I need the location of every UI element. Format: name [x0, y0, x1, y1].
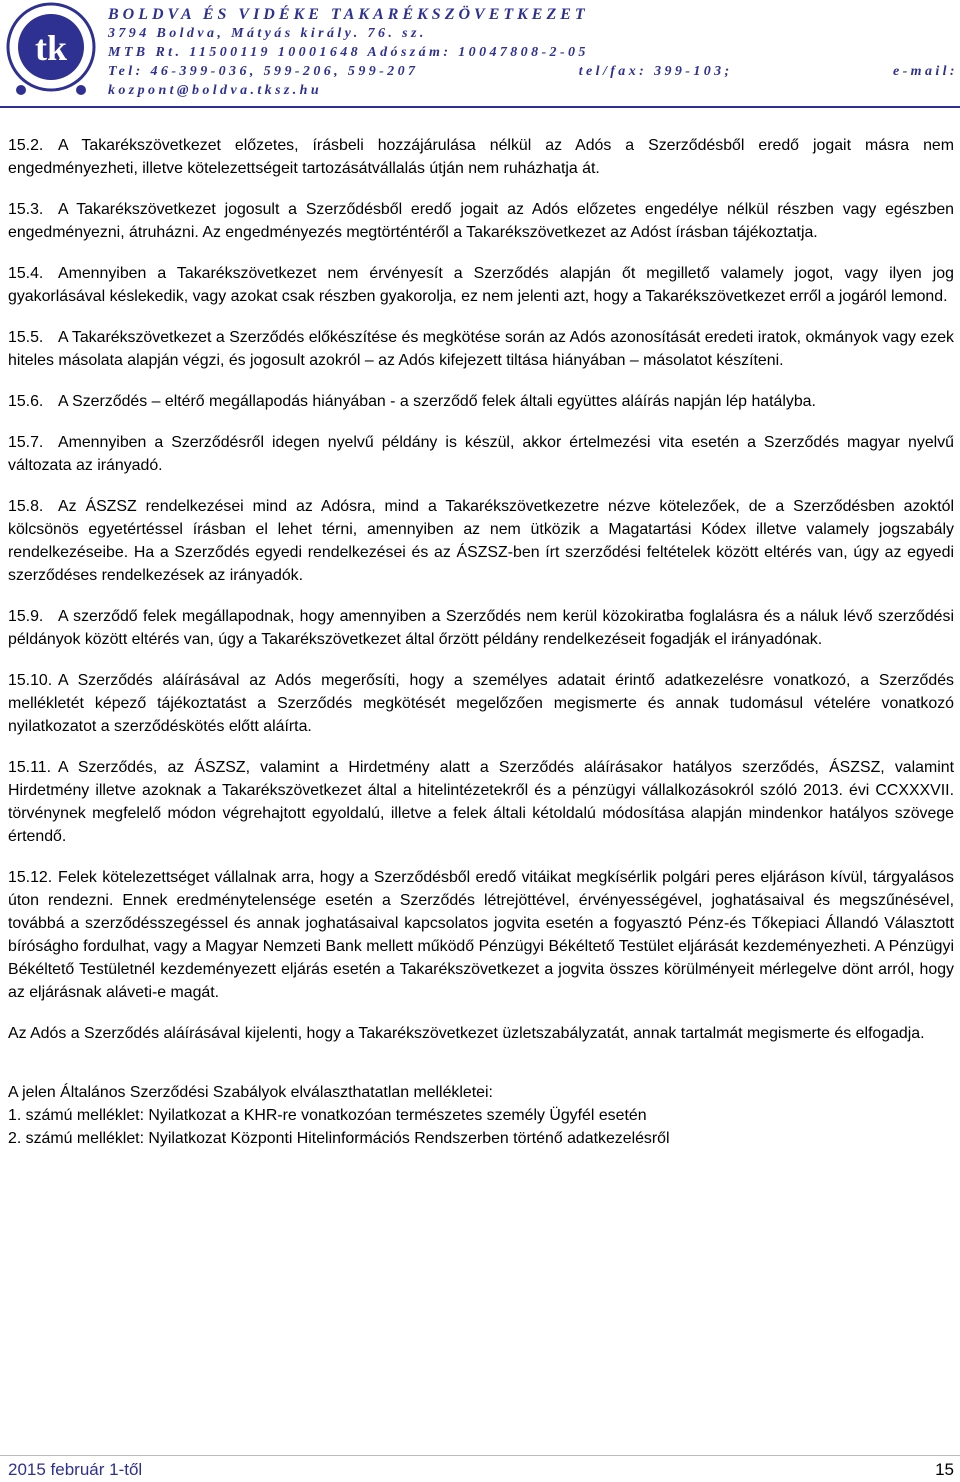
- section-text: Felek kötelezettséget vállalnak arra, hogy a Szerződésből eredő vitáikat megkísérlik polgári peres eljáráson kívül, tárgyalásos úton rendezni. Ennek eredménytelensége esetén a Szerződés létrejöttével, érvényességével, joghatásaival és megszűnésével, továbbá a szerződésszegéssel és annak joghatásaival kapcsolatos jogvita esetén a fogyasztó Pénz-és Tőkepiaci Állandó Választott bíróságho fordulhat, vagy a Magyar Nemzeti Bank mellett működő Pénzügyi Békéltető Testület eljárását kezdeményezheti. A Pénzügyi Békéltető Testületnél kezdeményezett eljárás esetén a Takarékszövetkezet a jogvita összes körülményeit mérlegelve dönt arról, hogy az eljárásnak aláveti-e magát.: [8, 869, 954, 1001]
- section-item: [8, 198, 954, 244]
- section-number: 15.9.: [8, 608, 44, 625]
- letterhead: [0, 0, 960, 108]
- section-number: 15.3.: [8, 201, 44, 218]
- section-text: A Takarékszövetkezet előzetes, írásbeli hozzájárulása nélkül az Adós a Szerződésből eredő jogait másra nem engedményezheti, illetve kötelezettségeit tartozásátvállalás útján nem ruházhatja át.: [8, 137, 954, 177]
- sections-list: [8, 134, 954, 1004]
- section-item: [8, 605, 954, 651]
- section-number: 15.2.: [8, 137, 44, 154]
- section-item: [8, 431, 954, 477]
- section-number: 15.6.: [8, 393, 44, 410]
- section-text: A Szerződés aláírásával az Adós megerősíti, hogy a személyes adatait érintő adatkezelésre vonatkozó, a Szerződés mellékletét képező tájékoztatást a Szerződés megkötését megelőzően megismerte és annak tudomásul vételére vonatkozó nyilatkozatot a szerződéskötés előtt aláírta.: [8, 672, 954, 735]
- closing-paragraph: Az Adós a Szerződés aláírásával kijelenti, hogy a Takarékszövetkezet üzletszabályzatát, annak tartalmát megismerte és elfogadja.: [8, 1025, 925, 1042]
- section-text: A Takarékszövetkezet jogosult a Szerződésből eredő jogait az Adós előzetes engedélye nélkül részben vagy egészben engedményezni, átruházni. Az engedményezés megtörténtéről a Takarékszövetkezet az Adóst írásban tájékoztatja.: [8, 201, 954, 241]
- section-item: [8, 669, 954, 738]
- letterhead-contact: [108, 62, 958, 81]
- document-body: [8, 134, 954, 1150]
- page-number: 15: [935, 1460, 954, 1479]
- section-text: Amennyiben a Takarékszövetkezet nem érvényesít a Szerződés alapján őt megillető valamely jogot, vagy ilyen jog gyakorlásával késlekedik, vagy azokat csak részben gyakorolja, ez nem jelenti azt, hogy a Takarékszövetkezet erről a jogáról lemond.: [8, 265, 954, 305]
- section-text: A Szerződés – eltérő megállapodás hiányában - a szerződő felek általi együttes aláírás napján lép hatályba.: [58, 393, 816, 410]
- section-number: 15.5.: [8, 329, 44, 346]
- section-item: [8, 495, 954, 587]
- annex-item: 1. számú melléklet: Nyilatkozat a KHR-re vonatkozóan természetes személy Ügyfél esetén: [8, 1107, 647, 1124]
- letterhead-fax: tel/fax: 399-103;: [578, 64, 733, 79]
- letterhead-address: 3794 Boldva, Mátyás király. 76. sz.: [108, 26, 427, 41]
- section-item: [8, 326, 954, 372]
- section-item: [8, 756, 954, 848]
- header-divider: [0, 106, 960, 108]
- section-text: A Takarékszövetkezet a Szerződés előkészítése és megkötése során az Adós azonosítását eredeti iratok, okmányok vagy ezek hiteles másolata alapján végzi, és jogosult azokról – az Adós kifejezett tiltása hiányában – másolatot készíteni.: [8, 329, 954, 369]
- section-text: Az ÁSZSZ rendelkezései mind az Adósra, mind a Takarékszövetkezetre nézve kötelezőek, de a Szerződésben azoktól kölcsönös egyetértéssel írásban el lehet térni, amennyiben az nem ütközik a Magatartási Kódex illetve valamely jogszabály rendelkezéseibe. Ha a Szerződés egyedi rendelkezései és az ÁSZSZ-ben írt szerződési feltételek között eltérés van, úgy az egyedi szerződéses rendelkezések az irányadók.: [8, 498, 954, 584]
- tk-logo-icon: [4, 0, 98, 102]
- section-text: A Szerződés, az ÁSZSZ, valamint a Hirdetmény alatt a Szerződés aláírásakor hatályos szerződés, ÁSZSZ, valamint Hirdetmény illetve azoknak a Takarékszövetkezet által a hitelintézetekről és a pénzügyi vállalkozásokról szóló 2013. évi CCXXXVII. törvénynek megfelelő módon végrehajtott egyoldalú, illetve a felek általi kétoldalú módosítása alapján mindenkor hatályos szövege értendő.: [8, 759, 954, 845]
- section-item: [8, 390, 954, 413]
- section-number: 15.7.: [8, 434, 44, 451]
- annex-intro: A jelen Általános Szerződési Szabályok elválaszthatatlan mellékletei:: [8, 1084, 493, 1101]
- section-item: [8, 262, 954, 308]
- section-number: 15.10.: [8, 672, 53, 689]
- letterhead-email[interactable]: kozpont@boldva.tksz.hu: [108, 83, 323, 98]
- section-number: 15.11.: [8, 759, 52, 776]
- footer-date: 2015 február 1-től: [8, 1460, 143, 1479]
- letterhead-phone: Tel: 46-399-036, 599-206, 599-207: [108, 64, 419, 79]
- section-number: 15.4.: [8, 265, 44, 282]
- letterhead-email-label: e-mail:: [892, 64, 958, 79]
- annex-item: 2. számú melléklet: Nyilatkozat Központi Hitelinformációs Rendszerben történő adatkezelésről: [8, 1130, 670, 1147]
- annex-list: [8, 1081, 954, 1150]
- section-number: 15.8.: [8, 498, 44, 515]
- section-number: 15.12.: [8, 869, 53, 886]
- section-text: Amennyiben a Szerződésről idegen nyelvű példány is készül, akkor értelmezési vita esetén a Szerződés magyar nyelvű változata az irányadó.: [8, 434, 954, 474]
- letterhead-bank: MTB Rt. 11500119 10001648 Adószám: 10047808-2-05: [108, 45, 589, 60]
- letterhead-name: BOLDVA ÉS VIDÉKE TAKARÉKSZÖVETKEZET: [108, 6, 589, 23]
- section-item: [8, 866, 954, 1004]
- svg-text:tk: tk: [34, 28, 68, 68]
- section-text: A szerződő felek megállapodnak, hogy amennyiben a Szerződés nem kerül közokiratba foglalásra és a náluk lévő szerződési példányok között eltérés van, úgy a Takarékszövetkezet által őrzött példány rendelkezéseit fogadják el irányadónak.: [8, 608, 954, 648]
- section-item: [8, 134, 954, 180]
- footer-divider: [0, 1455, 960, 1456]
